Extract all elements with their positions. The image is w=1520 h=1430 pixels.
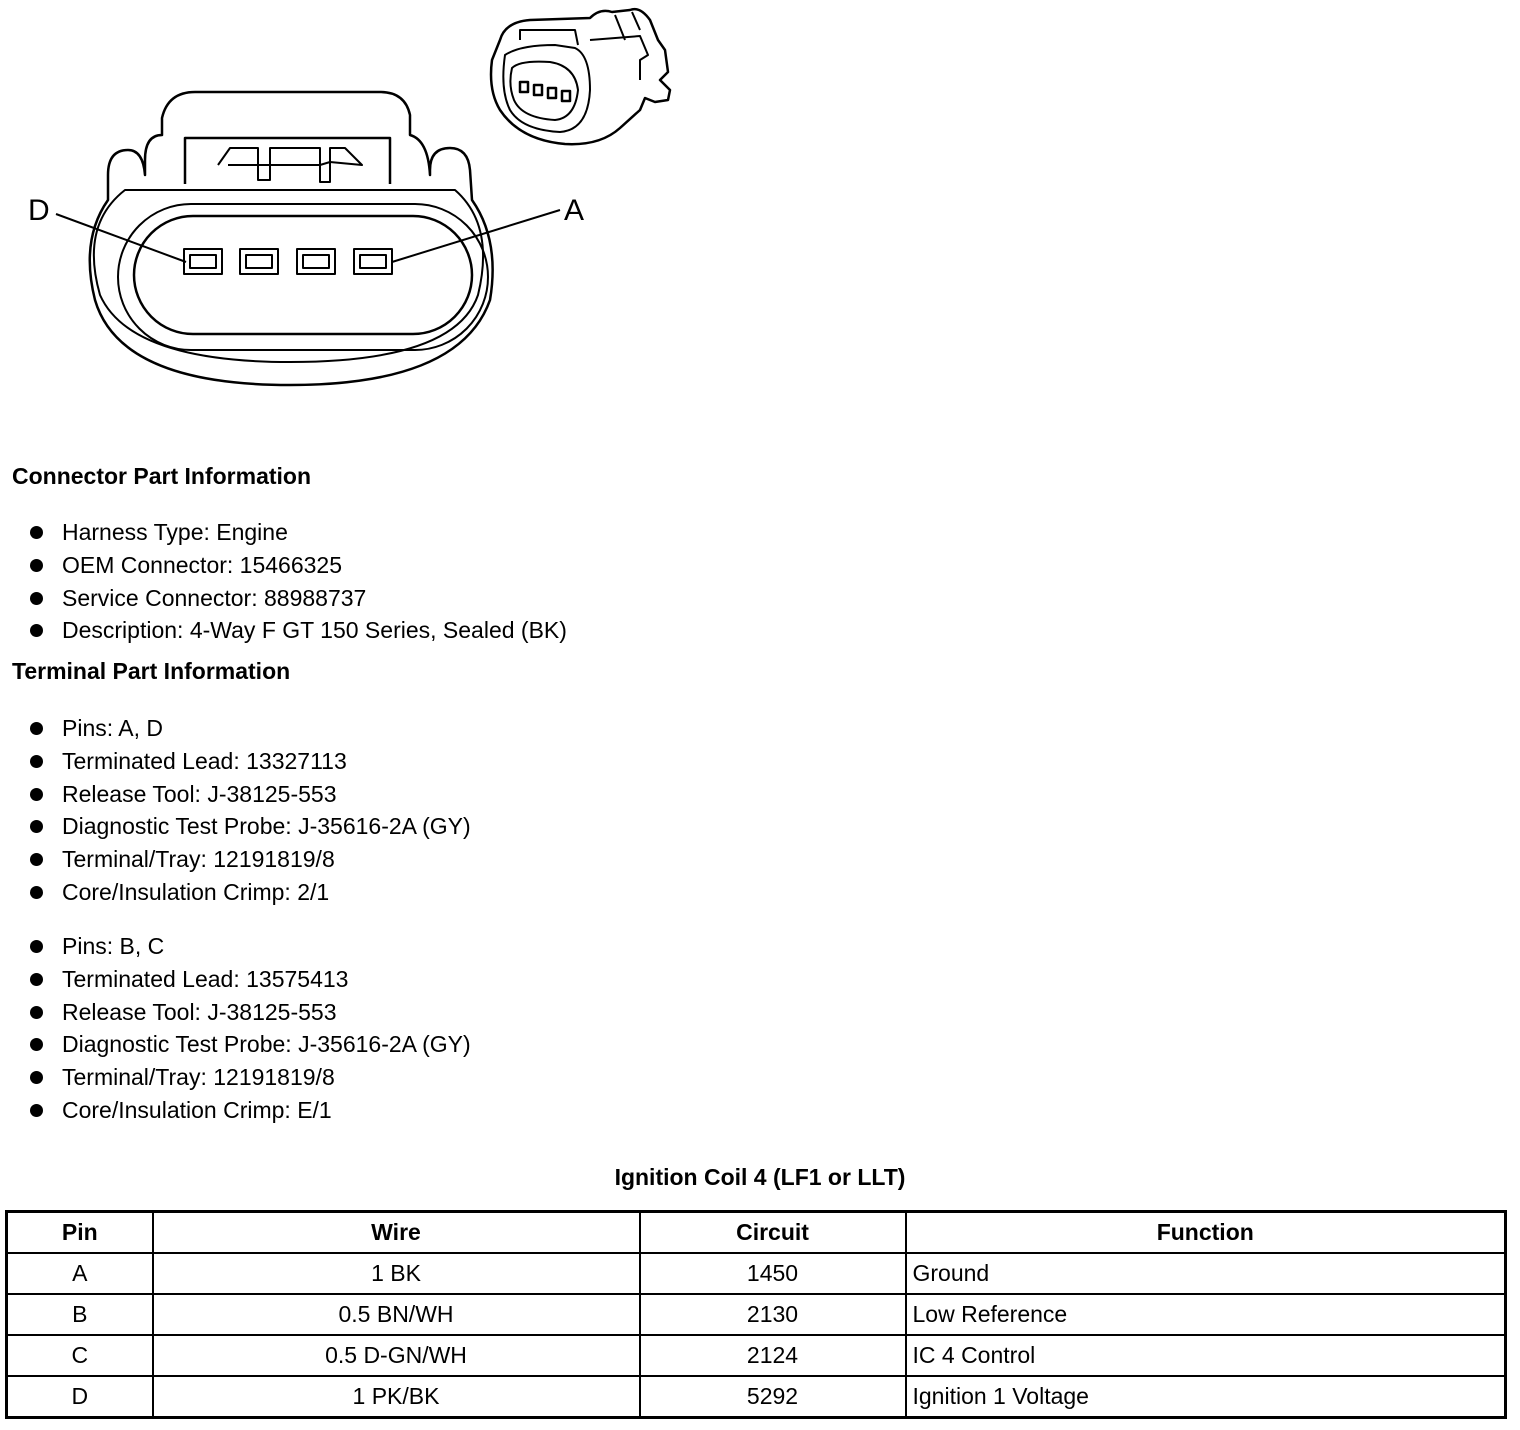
pin-cell: D [7, 1376, 153, 1418]
connector-seal-ring-mid [118, 204, 488, 350]
list-item: Diagnostic Test Probe: J-35616-2A (GY) [30, 810, 471, 843]
circuit-cell: 5292 [640, 1376, 906, 1418]
list-item: Terminal/Tray: 12191819/8 [30, 1061, 471, 1094]
list-item: Description: 4-Way F GT 150 Series, Sealed (BK) [30, 614, 567, 647]
connector-face-diagram [0, 0, 720, 430]
list-item: Release Tool: J-38125-553 [30, 778, 471, 811]
wire-cell: 1 PK/BK [153, 1376, 640, 1418]
list-item: Harness Type: Engine [30, 516, 567, 549]
wire-cell: 0.5 D-GN/WH [153, 1335, 640, 1376]
list-item: OEM Connector: 15466325 [30, 549, 567, 582]
pin-a-label: A [564, 194, 585, 227]
function-cell: Ground [906, 1253, 1506, 1294]
pin-cell: C [7, 1335, 153, 1376]
pin-terminals [184, 249, 392, 274]
connector-part-info-heading: Connector Part Information [12, 463, 312, 489]
list-item: Core/Insulation Crimp: 2/1 [30, 876, 471, 909]
table-row [7, 1253, 1506, 1294]
circuit-cell: 2124 [640, 1335, 906, 1376]
table-row [7, 1294, 1506, 1335]
table-header-row [7, 1212, 1506, 1254]
wire-cell: 0.5 BN/WH [153, 1294, 640, 1335]
list-item: Terminal/Tray: 12191819/8 [30, 843, 471, 876]
table-row [7, 1376, 1506, 1418]
circuit-cell: 1450 [640, 1253, 906, 1294]
list-item: Pins: A, D [30, 712, 471, 745]
list-item: Release Tool: J-38125-553 [30, 996, 471, 1029]
column-header-wire: Wire [153, 1212, 640, 1254]
list-item: Terminated Lead: 13327113 [30, 745, 471, 778]
column-header-circuit: Circuit [640, 1212, 906, 1254]
list-item: Service Connector: 88988737 [30, 582, 567, 615]
connector-isometric-view [491, 9, 670, 144]
pin-table [5, 1210, 1507, 1419]
function-cell: Low Reference [906, 1294, 1506, 1335]
pin-cell: A [7, 1253, 153, 1294]
function-cell: Ignition 1 Voltage [906, 1376, 1506, 1418]
list-item: Diagnostic Test Probe: J-35616-2A (GY) [30, 1028, 471, 1061]
pin-table-title: Ignition Coil 4 (LF1 or LLT) [614, 1164, 906, 1190]
list-item: Pins: B, C [30, 930, 471, 963]
terminal-part-info-heading: Terminal Part Information [12, 658, 291, 684]
terminal-group-2-list [30, 930, 471, 1127]
circuit-cell: 2130 [640, 1294, 906, 1335]
pin-cell: B [7, 1294, 153, 1335]
pin-d-label: D [28, 194, 50, 227]
column-header-function: Function [906, 1212, 1506, 1254]
list-item: Core/Insulation Crimp: E/1 [30, 1094, 471, 1127]
list-item: Terminated Lead: 13575413 [30, 963, 471, 996]
table-row [7, 1335, 1506, 1376]
column-header-pin: Pin [7, 1212, 153, 1254]
terminal-group-1-list [30, 712, 471, 909]
connector-part-info-list [30, 516, 567, 647]
function-cell: IC 4 Control [906, 1335, 1506, 1376]
wire-cell: 1 BK [153, 1253, 640, 1294]
